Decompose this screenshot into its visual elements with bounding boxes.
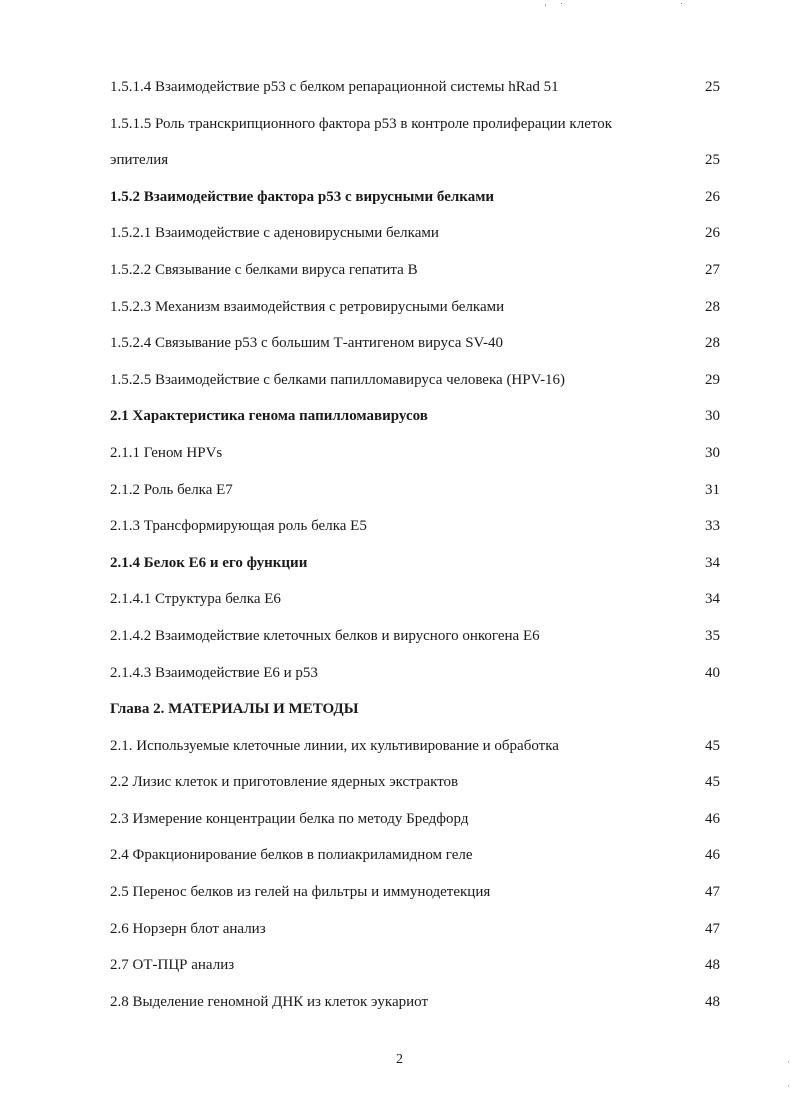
toc-entry-title: 2.1.4.1 Структура белка Е6 [110,591,281,608]
toc-entry-title: 2.6 Норзерн блот анализ [110,920,266,937]
toc-entry-page: 46 [705,810,720,827]
scan-speck: · [787,1082,790,1092]
toc-entry-title: 2.1 Характеристика генома папилломавирусов [110,408,428,425]
toc-entry-title: 2.4 Фракционирование белков в полиакриламидном геле [110,847,473,864]
toc-entry-title: эпителия [110,152,169,169]
toc-entry [110,109,720,146]
toc-entry-title: 2.1. Используемые клеточные линии, их культивирование и обработка [110,737,559,754]
toc-entry-title: 1.5.2.5 Взаимодействие с белками папилломавируса человека (HPV-16) [110,371,566,388]
toc-entry-title: 1.5.2.3 Механизм взаимодействия с ретровирусными белками [110,298,505,315]
toc-entry-page: 26 [705,188,720,205]
toc-entry-title: 1.5.1.4 Взаимодействие р53 с белком репарационной системы hRad 51 [110,79,559,95]
toc-entry [110,511,720,548]
toc-entry [110,145,720,182]
toc-entry-page: 33 [705,518,720,535]
page-number: 2 [396,1052,403,1067]
toc-entry-title: 2.8 Выделение геномной ДНК из клеток эукариот [110,993,429,1010]
table-of-contents [110,72,720,1023]
toc-entry [110,840,720,877]
scan-speck: . [680,0,683,7]
toc-entry-page: 47 [705,884,720,901]
toc-entry [110,914,720,951]
toc-entry-page: 48 [705,957,720,974]
toc-entry [110,182,720,219]
toc-entry [110,804,720,841]
toc-entry-page: 25 [705,79,720,95]
toc-entry-page: 26 [705,225,720,242]
toc-entry-page: 35 [705,627,720,644]
toc-entry-title: 2.3 Измерение концентрации белка по методу Бредфорд [110,810,469,827]
scan-speck: . [560,0,563,7]
toc-entry-title: 2.1.4.2 Взаимодействие клеточных белков и вирусного онкогена Е6 [110,627,540,644]
toc-entry-title: 2.7 ОТ-ПЦР анализ [110,957,235,974]
toc-entry-page: 46 [705,847,720,864]
toc-entry [110,584,720,621]
toc-entry [110,401,720,438]
toc-entry [110,475,720,512]
toc-entry [110,658,720,695]
scan-speck: · [787,1058,790,1068]
toc-entry [110,72,720,109]
toc-entry-title: 2.1.3 Трансформирующая роль белка Е5 [110,518,367,535]
toc-entry-page: 40 [705,664,720,681]
toc-entry-title: 2.1.2 Роль белка Е7 [110,481,233,498]
toc-entry-page: 25 [705,152,720,169]
toc-entry [110,292,720,329]
toc-entry [110,950,720,987]
toc-entry-title: Глава 2. МАТЕРИАЛЫ И МЕТОДЫ [110,701,359,718]
toc-entry [110,767,720,804]
toc-entry-title: 2.2 Лизис клеток и приготовление ядерных экстрактов [110,774,459,791]
toc-entry-title: 1.5.2.1 Взаимодействие с аденовирусными белками [110,225,439,242]
toc-entry-title: 1.5.1.5 Роль транскрипционного фактора р53 в контроле пролиферации клеток [110,115,612,132]
toc-entry [110,548,720,585]
toc-entry-title: 1.5.2 Взаимодействие фактора р53 с вирусными белками [110,188,495,205]
toc-entry-page: 29 [705,371,720,388]
toc-entry-title: 1.5.2.2 Связывание с белками вируса гепатита В [110,261,418,278]
toc-entry [110,987,720,1024]
toc-entry [110,365,720,402]
toc-entry-title: 2.1.4.3 Взаимодействие Е6 и р53 [110,664,318,681]
toc-entry-page: 47 [705,920,720,937]
toc-entry-page: 34 [705,554,720,571]
toc-entry-title: 2.5 Перенос белков из гелей на фильтры и иммунодетекция [110,884,491,901]
toc-entry-title: 2.1.1 Геном HPVs [110,444,223,461]
toc-entry-page: 28 [705,335,720,352]
toc-entry-page: 31 [705,481,720,498]
toc-entry [110,218,720,255]
toc-entry [110,877,720,914]
toc-entry-page: 28 [705,298,720,315]
toc-entry [110,255,720,292]
toc-entry-page: 45 [705,737,720,754]
toc-entry-title: 2.1.4 Белок Е6 и его функции [110,554,308,571]
toc-entry [110,328,720,365]
toc-entry-title: 1.5.2.4 Связывание р53 с большим Т-антигеном вируса SV-40 [110,335,504,352]
toc-entry-page: 34 [705,591,720,608]
toc-entry-page: 48 [705,993,720,1010]
scan-speck: ˌ [544,0,547,8]
toc-entry-page: 27 [705,261,720,278]
toc-entry [110,694,720,731]
toc-entry-page: 30 [705,444,720,461]
toc-entry-page: 30 [705,408,720,425]
toc-entry [110,438,720,475]
toc-entry [110,731,720,768]
toc-entry-page: 45 [705,774,720,791]
toc-entry [110,621,720,658]
